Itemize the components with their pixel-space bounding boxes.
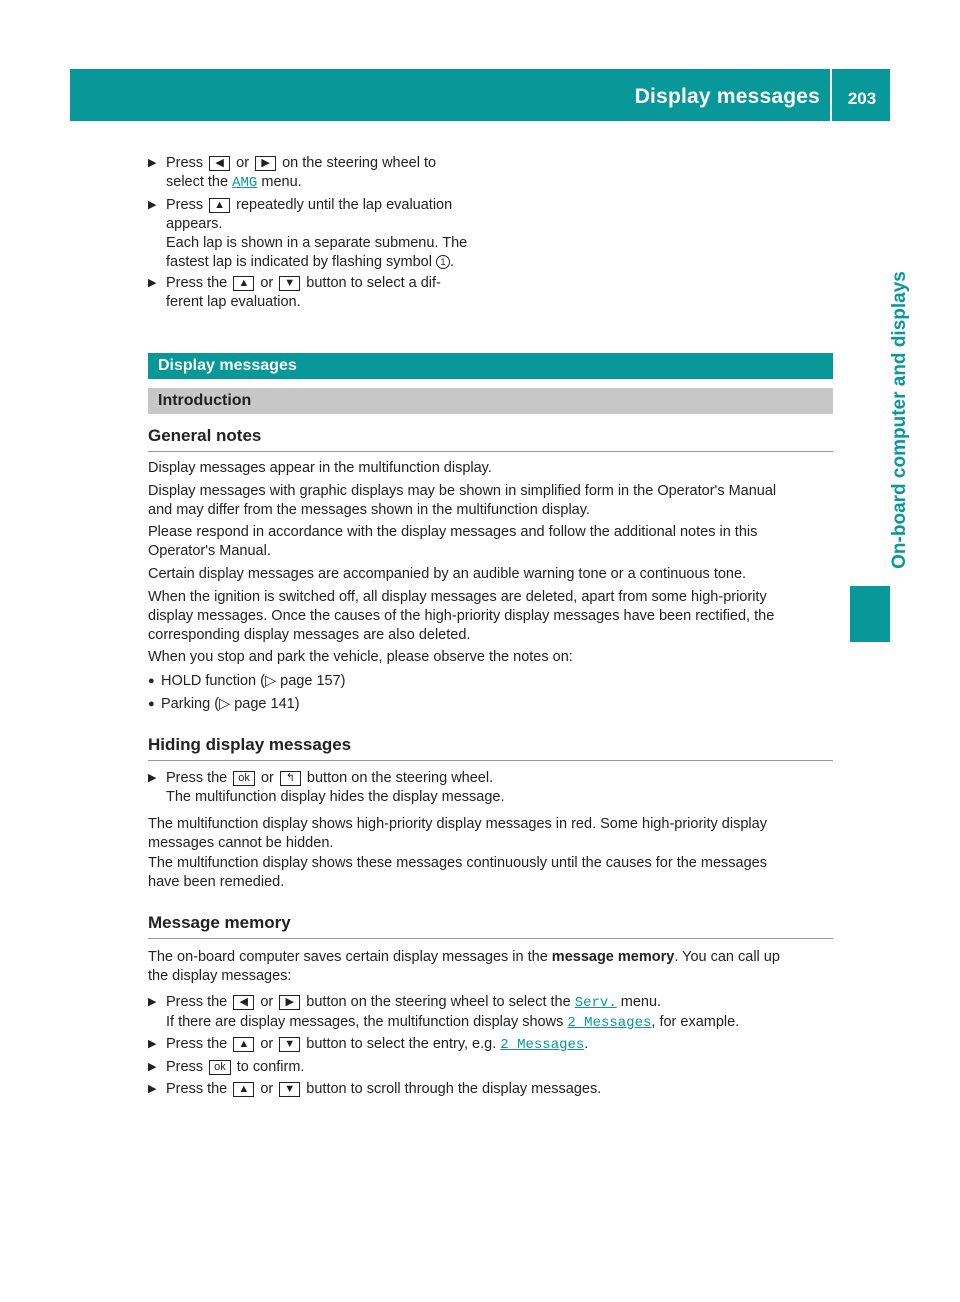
step-text: Press <box>166 197 204 213</box>
list-item-text: HOLD function ( <box>161 673 265 689</box>
heading-message-memory: Message memory <box>148 913 833 939</box>
bullet-icon: ● <box>148 698 155 710</box>
list-item-text: Parking ( <box>161 696 220 712</box>
paragraph-line: Please respond in accordance with the display messages and follow the additional notes in this <box>148 524 758 540</box>
step-text: Press the <box>166 275 228 291</box>
list-item-parking <box>148 695 300 714</box>
step-text: Press the <box>166 770 228 786</box>
step-text: The multifunction display hides the display message. <box>166 789 505 805</box>
up-arrow-key-icon: ▲ <box>233 1037 254 1052</box>
callout-1-icon: 1 <box>436 255 450 269</box>
step-text: button on the steering wheel. <box>306 770 494 786</box>
step-text: Press <box>166 155 204 171</box>
subsection-title-introduction: Introduction <box>148 388 833 414</box>
header-title: Display messages <box>634 85 820 108</box>
step-text: to confirm. <box>236 1059 305 1075</box>
heading-general-notes: General notes <box>148 426 833 452</box>
step-confirm <box>148 1058 856 1077</box>
ok-key-icon: ok <box>233 771 255 786</box>
paragraph-line: display messages. Once the causes of the high-priority display messages have been rectified, the <box>148 608 775 624</box>
step-text: menu. <box>620 994 662 1010</box>
section-title-display-messages: Display messages <box>148 353 833 379</box>
step-text: Press the <box>166 1081 228 1097</box>
paragraph-line: the display messages: <box>148 968 292 984</box>
ok-key-icon: ok <box>209 1060 231 1075</box>
page-number: 203 <box>847 89 877 108</box>
messages-display-label: 2 Messages <box>500 1037 585 1053</box>
paragraph-line: corresponding display messages are also deleted. <box>148 627 471 643</box>
paragraph-line: The on-board computer saves certain display messages in the <box>148 949 548 965</box>
step-text: button to scroll through the display messages. <box>306 1081 602 1097</box>
back-key-icon: ↰ <box>280 771 301 786</box>
down-arrow-key-icon: ▼ <box>279 276 300 291</box>
page-reference-link[interactable]: page 141) <box>234 696 300 712</box>
chapter-marker-block <box>850 586 890 642</box>
paragraph-line: . You can call up <box>674 949 780 965</box>
paragraph-line: The multifunction display shows these messages continuously until the causes for the messages <box>148 855 767 871</box>
page-ref-arrow-icon: ▷ <box>264 673 277 689</box>
step-hide-message <box>148 769 846 807</box>
paragraph <box>148 482 838 520</box>
right-arrow-key-icon: ▶ <box>255 156 276 171</box>
paragraph-line: Operator's Manual. <box>148 543 271 559</box>
step-text: menu. <box>261 174 302 190</box>
right-arrow-key-icon: ▶ <box>279 995 300 1010</box>
step-arrow-icon: ▶ <box>148 996 157 1008</box>
step-text: button on the steering wheel to select the <box>306 994 571 1010</box>
step-text: or <box>260 275 274 291</box>
step-select-serv <box>148 993 856 1033</box>
paragraph <box>148 588 838 645</box>
list-item-hold-function <box>148 672 345 691</box>
page-header <box>70 69 890 121</box>
step-text: or <box>260 994 274 1010</box>
step-arrow-icon: ▶ <box>148 1061 157 1073</box>
down-arrow-key-icon: ▼ <box>279 1082 300 1097</box>
step-text: . <box>584 1036 589 1052</box>
step-text: Press the <box>166 1036 228 1052</box>
step-text: Press <box>166 1059 204 1075</box>
step-text: fastest lap is indicated by flashing symbol <box>166 254 432 270</box>
bullet-icon: ● <box>148 675 155 687</box>
messages-display-label: 2 Messages <box>567 1015 652 1031</box>
left-arrow-key-icon: ◀ <box>233 995 254 1010</box>
step-text: button to select a dif- <box>306 275 441 291</box>
serv-menu-label: Serv. <box>574 995 617 1011</box>
step-text: on the steering wheel to <box>282 155 437 171</box>
page-ref-arrow-icon: ▷ <box>219 696 231 712</box>
step-arrow-icon: ▶ <box>148 1083 157 1095</box>
down-arrow-key-icon: ▼ <box>279 1037 300 1052</box>
up-arrow-key-icon: ▲ <box>233 1082 254 1097</box>
left-arrow-key-icon: ◀ <box>209 156 230 171</box>
step-text: or <box>260 770 274 786</box>
paragraph: Certain display messages are accompanied by an audible warning tone or a continuous tone. <box>148 566 747 582</box>
step-arrow-icon: ▶ <box>148 157 157 169</box>
paragraph <box>148 854 838 892</box>
paragraph-line: Display messages with graphic displays may be shown in simplified form in the Operator's Manual <box>148 483 777 499</box>
step-arrow-icon: ▶ <box>148 1038 157 1050</box>
header-divider <box>830 69 832 121</box>
step-text: If there are display messages, the multifunction display shows <box>166 1014 564 1030</box>
page-reference-link[interactable]: page 157) <box>280 673 346 689</box>
step-text: or <box>260 1036 274 1052</box>
amg-menu-label: AMG <box>232 175 258 191</box>
chapter-title: On-board computer and displays <box>889 271 910 569</box>
step-text: button to select the entry, e.g. <box>306 1036 497 1052</box>
step-select-amg <box>148 154 506 193</box>
message-memory-term: message memory <box>551 949 675 965</box>
paragraph <box>148 948 838 986</box>
paragraph <box>148 523 838 561</box>
paragraph-line: and may differ from the messages shown in the multifunction display. <box>148 502 590 518</box>
step-text: Press the <box>166 994 228 1010</box>
step-text: ferent lap evaluation. <box>166 294 301 310</box>
step-select-lap <box>148 274 506 312</box>
step-select-entry <box>148 1035 856 1055</box>
step-text: select the <box>166 174 229 190</box>
paragraph-line: messages cannot be hidden. <box>148 835 334 851</box>
step-text: Each lap is shown in a separate submenu. The <box>166 235 468 251</box>
heading-hiding-display-messages: Hiding display messages <box>148 735 833 761</box>
paragraph: Display messages appear in the multifunction display. <box>148 460 492 476</box>
step-arrow-icon: ▶ <box>148 199 157 211</box>
paragraph: When you stop and park the vehicle, please observe the notes on: <box>148 649 573 665</box>
step-lap-evaluation <box>148 196 506 272</box>
step-arrow-icon: ▶ <box>148 772 157 784</box>
step-text: repeatedly until the lap evaluation <box>236 197 453 213</box>
step-arrow-icon: ▶ <box>148 277 157 289</box>
step-text: or <box>260 1081 274 1097</box>
paragraph-line: have been remedied. <box>148 874 285 890</box>
step-text: appears. <box>166 216 223 232</box>
paragraph <box>148 815 838 853</box>
step-scroll-messages <box>148 1080 856 1099</box>
paragraph-line: When the ignition is switched off, all display messages are deleted, apart from some high-priority <box>148 589 767 605</box>
step-text: or <box>236 155 250 171</box>
up-arrow-key-icon: ▲ <box>233 276 254 291</box>
step-text: , for example. <box>651 1014 740 1030</box>
step-text: . <box>450 254 455 270</box>
up-arrow-key-icon: ▲ <box>209 198 230 213</box>
paragraph-line: The multifunction display shows high-priority display messages in red. Some high-priority display <box>148 816 767 832</box>
